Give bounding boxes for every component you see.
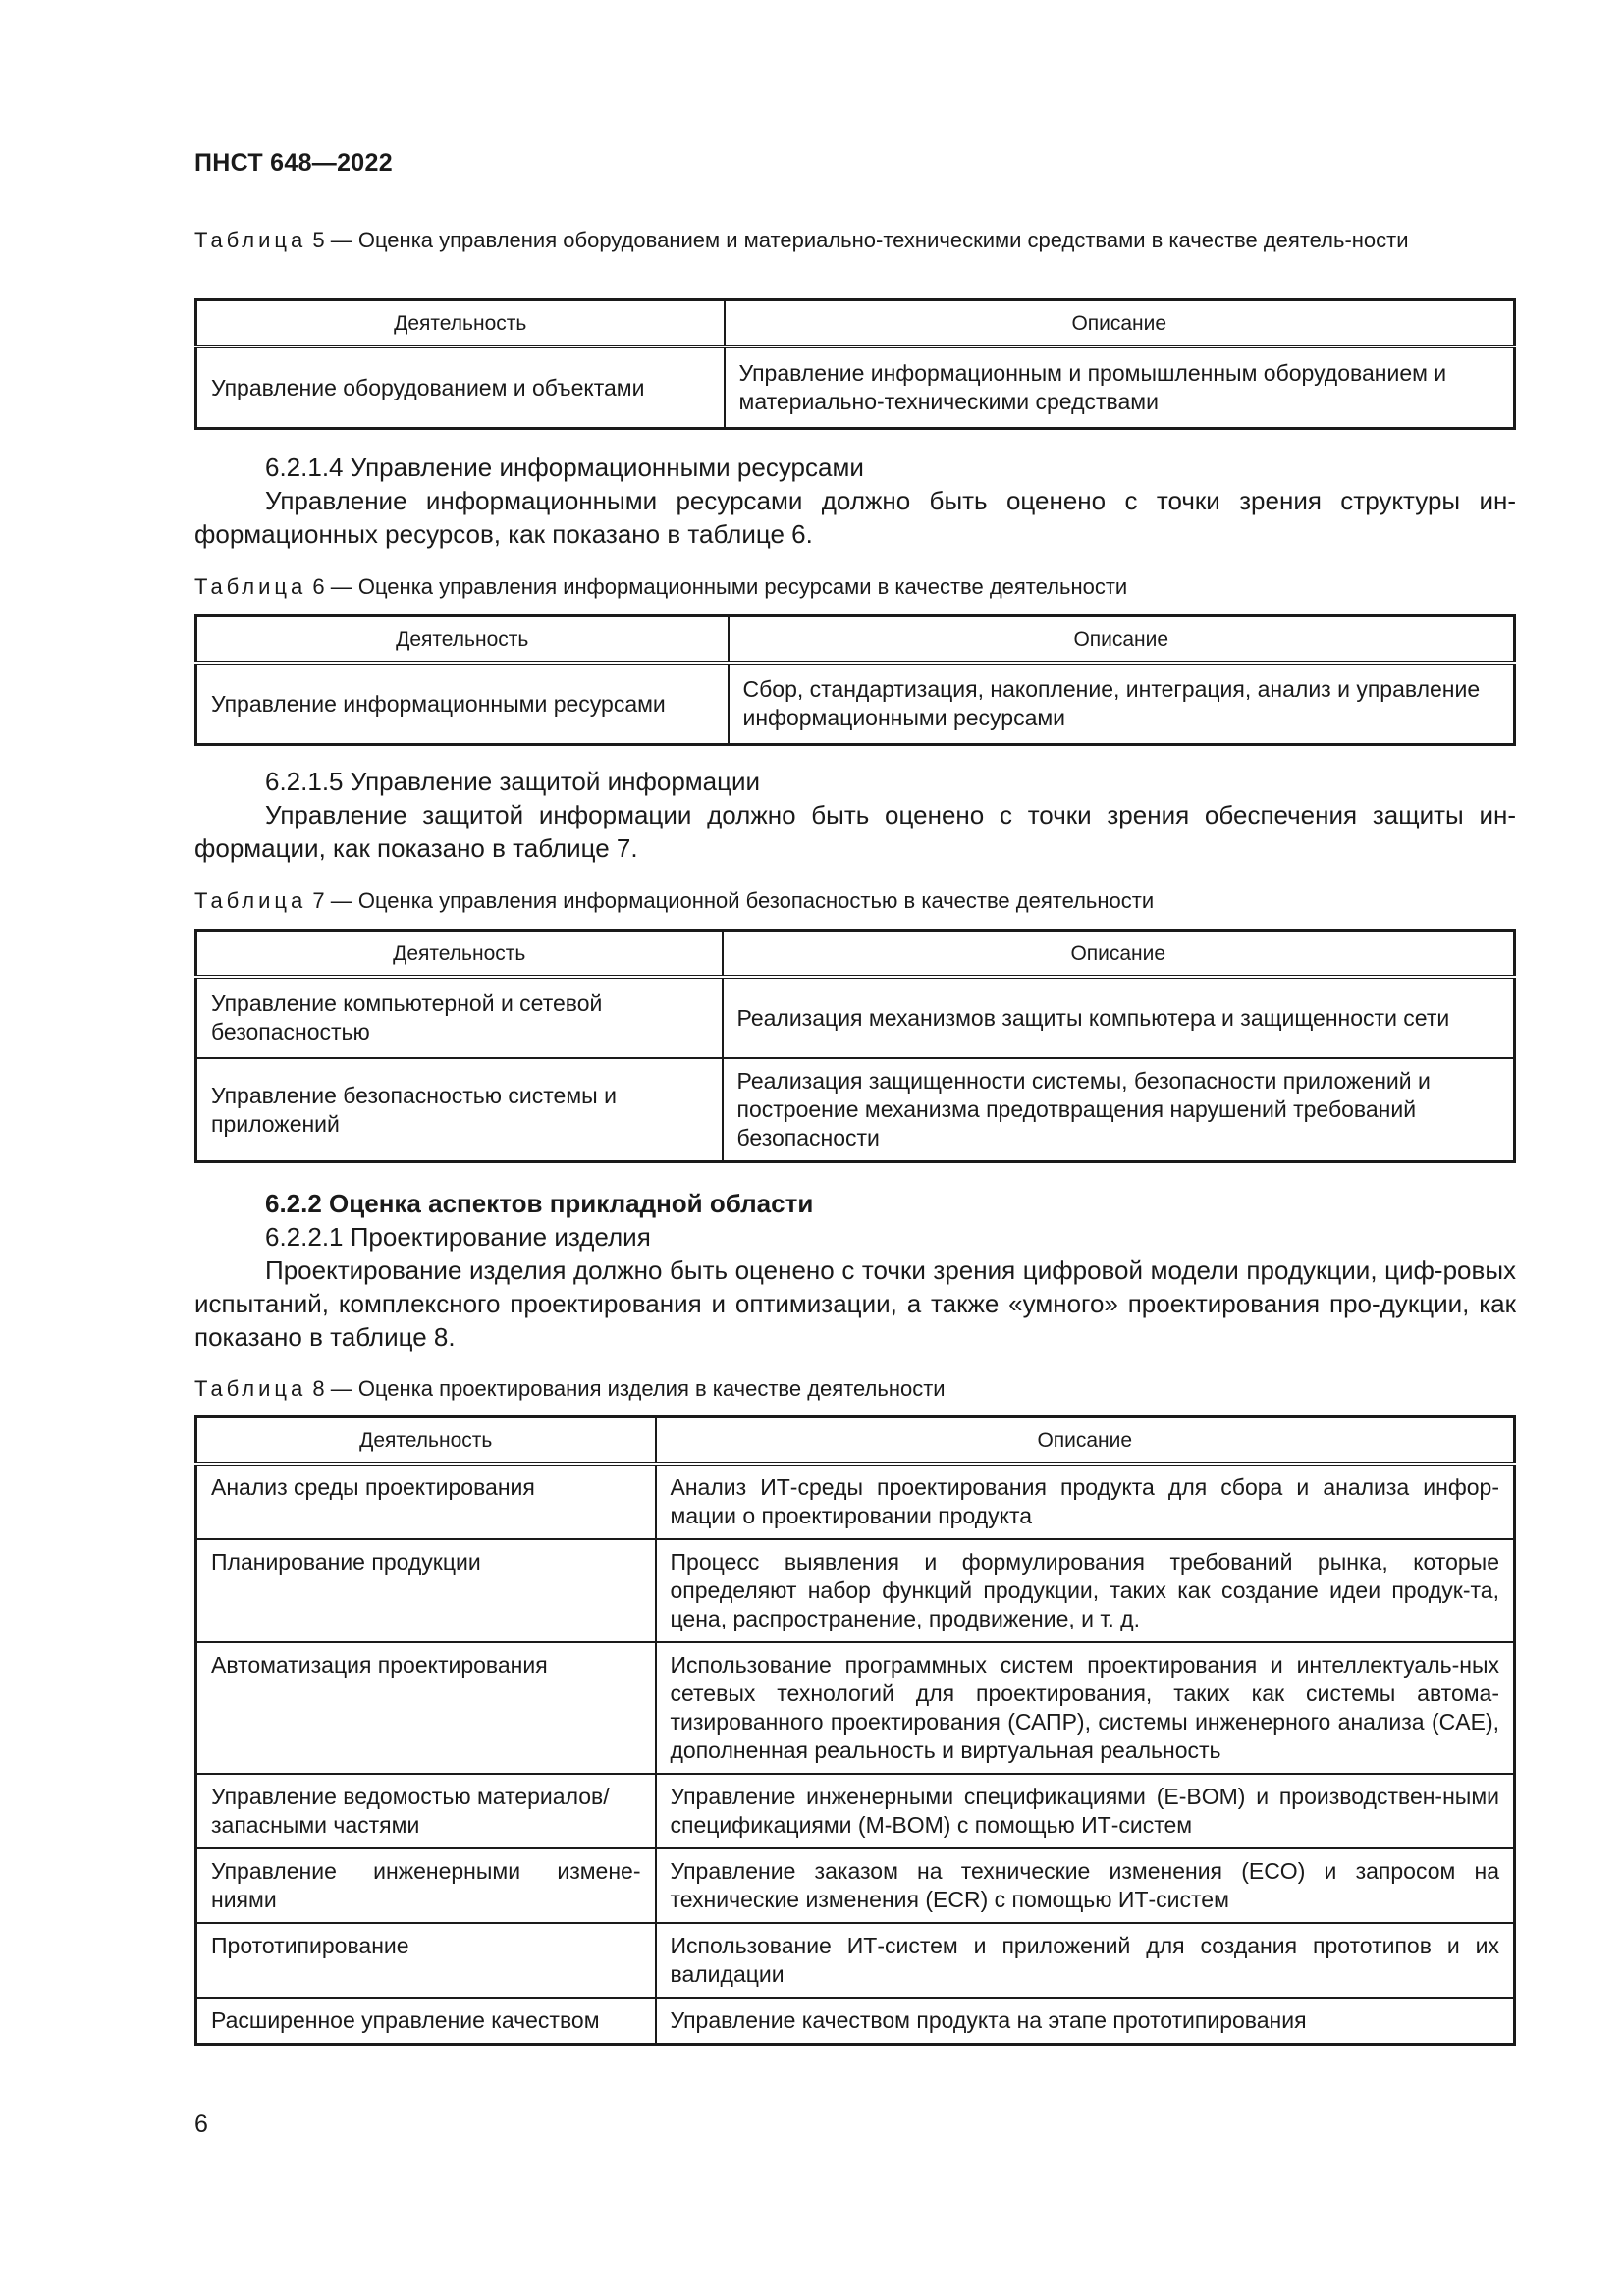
table-8-caption-label: Таблица <box>194 1376 307 1401</box>
table-row <box>196 663 1515 745</box>
table-6 <box>194 614 1516 746</box>
table-cell-description: Анализ ИТ-среды проектирования продукта для сбора и анализа инфор-мации о проектировании продукта <box>656 1464 1515 1539</box>
table-cell-activity: Расширенное управление качеством <box>196 1998 656 2045</box>
table-6-caption-text: 6 — Оценка управления информационными ресурсами в качестве деятельности <box>306 574 1128 599</box>
table-8-caption-text: 8 — Оценка проектирования изделия в качестве деятельности <box>306 1376 946 1401</box>
table-cell-activity: Планирование продукции <box>196 1539 656 1642</box>
table-8-caption <box>194 1374 1516 1404</box>
table-row <box>196 1998 1515 2045</box>
table-cell-description: Реализация механизмов защиты компьютера и защищенности сети <box>723 977 1515 1058</box>
table-5-caption-text: 5 — Оценка управления оборудованием и материально-техническими средствами в качестве деятель-ности <box>306 228 1409 252</box>
section-6-2-1-5-text: Управление защитой информации должно быть оценено с точки зрения обеспечения защиты ин-формации, как показано в таблице 7. <box>194 800 1516 863</box>
section-6-2-1-5-heading: 6.2.1.5 Управление защитой информации <box>265 767 761 796</box>
table-row <box>196 1642 1515 1774</box>
table-row <box>196 1464 1515 1539</box>
table-row <box>196 1923 1515 1998</box>
table-cell-activity: Анализ среды проектирования <box>196 1464 656 1539</box>
table-5 <box>194 298 1516 430</box>
table-row <box>196 1058 1515 1162</box>
table-5-caption <box>194 226 1516 255</box>
table-cell-description: Управление качеством продукта на этапе прототипирования <box>656 1998 1515 2045</box>
table-cell-description: Управление заказом на технические изменения (ECO) и запросом на технические изменения (ECR) с помощью ИТ-систем <box>656 1848 1515 1923</box>
table-6-caption <box>194 572 1516 602</box>
table-8-header-activity: Деятельность <box>196 1417 656 1465</box>
table-7-header-activity: Деятельность <box>196 931 723 978</box>
table-7-caption <box>194 886 1516 916</box>
table-6-header-description: Описание <box>729 616 1515 664</box>
page-number: 6 <box>194 2110 208 2138</box>
table-8 <box>194 1415 1516 2046</box>
table-cell-description: Реализация защищенности системы, безопасности приложений и построение механизма предотвращения нарушений требований безопасности <box>723 1058 1515 1162</box>
table-5-caption-label: Таблица <box>194 228 307 252</box>
table-cell-activity: Автоматизация проектирования <box>196 1642 656 1774</box>
table-row <box>196 347 1515 429</box>
section-6-2-2-1-text: Проектирование изделия должно быть оценено с точки зрения цифровой модели продукции, циф-ровых испытаний, комплексного проектирования и оптимизации, а также «умного» проектирования про-дукции, как показано в таблице 8. <box>194 1255 1516 1352</box>
section-6-2-1-4-heading: 6.2.1.4 Управление информационными ресурсами <box>265 453 864 482</box>
section-6-2-2-1-heading: 6.2.2.1 Проектирование изделия <box>265 1222 651 1252</box>
table-5-header-activity: Деятельность <box>196 300 725 347</box>
table-cell-description: Процесс выявления и формулирования требований рынка, которые определяют набор функций продукции, таких как создание идеи продук-та, цена, распространение, продвижение, и т. д. <box>656 1539 1515 1642</box>
table-cell-activity: Управление безопасностью системы и приложений <box>196 1058 723 1162</box>
document-code: ПНСТ 648—2022 <box>194 149 393 177</box>
table-cell-description: Управление информационным и промышленным оборудованием и материально-техническими средствами <box>725 347 1515 429</box>
table-cell-activity: Управление информационными ресурсами <box>196 663 729 745</box>
table-cell-activity: Управление оборудованием и объектами <box>196 347 725 429</box>
table-row <box>196 1848 1515 1923</box>
table-row <box>196 977 1515 1058</box>
table-cell-activity: Управление компьютерной и сетевой безопасностью <box>196 977 723 1058</box>
table-row <box>196 1774 1515 1848</box>
table-cell-activity: Управление инженерными измене-ниями <box>196 1848 656 1923</box>
table-8-header-description: Описание <box>656 1417 1515 1465</box>
table-cell-description: Управление инженерными спецификациями (E-BOM) и производствен-ными спецификациями (M-BOM) с помощью ИТ-систем <box>656 1774 1515 1848</box>
table-7 <box>194 929 1516 1163</box>
table-5-header-description: Описание <box>725 300 1515 347</box>
section-6-2-1-4-text: Управление информационными ресурсами должно быть оценено с точки зрения структуры ин-формационных ресурсов, как показано в таблице 6. <box>194 486 1516 549</box>
table-cell-activity: Управление ведомостью материалов/запасными частями <box>196 1774 656 1848</box>
table-cell-description: Использование ИТ-систем и приложений для создания прототипов и их валидации <box>656 1923 1515 1998</box>
table-7-caption-label: Таблица <box>194 888 307 913</box>
table-7-header-description: Описание <box>723 931 1515 978</box>
table-7-caption-text: 7 — Оценка управления информационной безопасностью в качестве деятельности <box>306 888 1155 913</box>
table-cell-description: Сбор, стандартизация, накопление, интеграция, анализ и управление информационными ресурсами <box>729 663 1515 745</box>
table-row <box>196 1539 1515 1642</box>
table-cell-activity: Прототипирование <box>196 1923 656 1998</box>
table-6-header-activity: Деятельность <box>196 616 729 664</box>
table-cell-description: Использование программных систем проектирования и интеллектуаль-ных сетевых технологий для проектирования, таких как системы автома-тизированного проектирования (САПР), системы инженерного анализа (CAE), дополненная реальность и виртуальная реальность <box>656 1642 1515 1774</box>
table-6-caption-label: Таблица <box>194 574 307 599</box>
section-6-2-2-heading: 6.2.2 Оценка аспектов прикладной области <box>265 1189 814 1218</box>
